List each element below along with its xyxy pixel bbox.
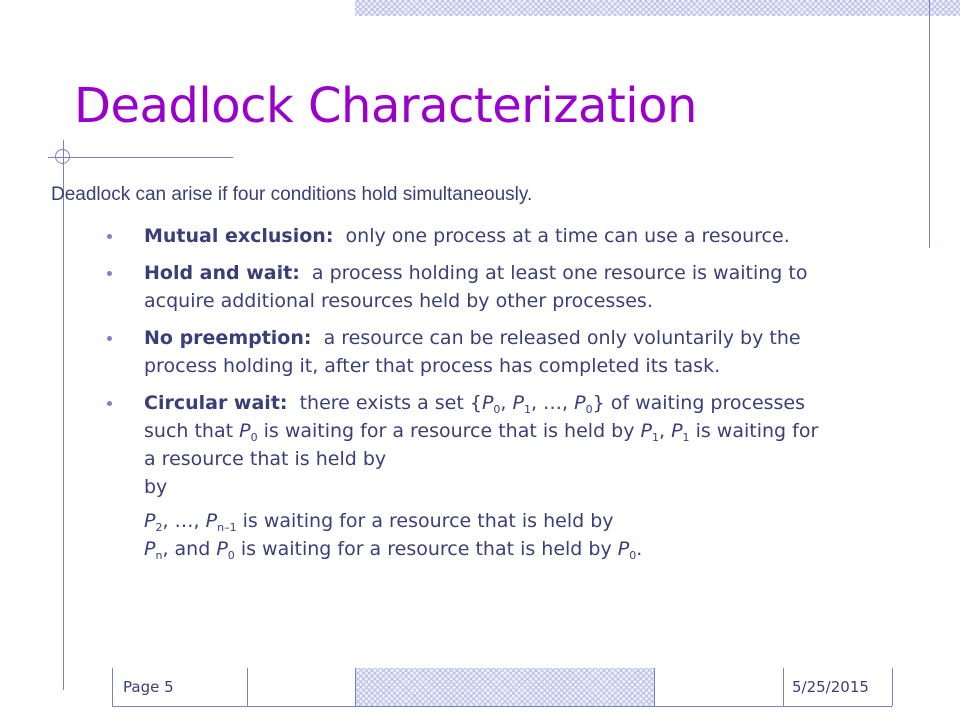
left-decor-line — [63, 140, 64, 690]
list-item-hold-and-wait — [102, 259, 822, 315]
text-segment: is waiting for a resource that is held by — [144, 420, 819, 470]
bullet-term: Mutual exclusion: — [144, 225, 334, 247]
math-subscript: n — [155, 549, 163, 562]
footer-date: 5/25/2015 — [792, 678, 869, 696]
footer-center-decor — [355, 668, 655, 706]
header-decor-band — [355, 0, 960, 16]
bullet-text: a resource can be released only voluntarily by the process holding it, after that process has completed its task. — [144, 327, 801, 377]
list-item-no-preemption — [102, 324, 822, 380]
math-subscript: 1 — [523, 403, 531, 416]
math-symbol: P — [671, 420, 683, 442]
text-segment: , and — [162, 538, 217, 560]
circular-wait-continuation — [144, 507, 822, 563]
math-symbol: P — [205, 510, 218, 532]
math-subscript: 0 — [227, 549, 235, 562]
text-segment: } of waiting processes such that — [144, 392, 806, 442]
math-symbol: P — [144, 538, 156, 560]
math-symbol: P — [239, 420, 251, 442]
math-subscript: 0 — [629, 549, 637, 562]
math-subscript: n–1 — [217, 521, 237, 534]
list-item-circular-wait — [102, 389, 822, 563]
math-subscript: 0 — [250, 431, 258, 444]
bullet-icon — [107, 234, 112, 239]
math-subscript: 2 — [155, 521, 163, 534]
math-subscript: 1 — [682, 431, 690, 444]
right-decor-line — [929, 0, 930, 248]
bullet-term: No preemption: — [144, 327, 312, 349]
footer-baseline — [112, 706, 892, 707]
math-symbol: P — [144, 510, 156, 532]
bullet-text: a process holding at least one resource is waiting to acquire additional resources held by other processes. — [144, 262, 808, 312]
math-symbol: P — [640, 420, 652, 442]
math-subscript: 0 — [493, 403, 501, 416]
bullet-icon — [107, 401, 112, 406]
math-subscript: 0 — [585, 403, 593, 416]
list-item-mutual-exclusion — [102, 222, 822, 250]
text-segment: is waiting for a resource that is held by — [234, 538, 618, 560]
text-segment: there exists a set { — [299, 392, 482, 414]
slide-footer — [0, 668, 960, 708]
title-underline — [48, 157, 233, 158]
text-segment: , — [658, 420, 672, 442]
text-segment: is waiting for a resource that is held by — [236, 510, 614, 532]
text-segment: is waiting for a resource that is held by — [257, 420, 641, 442]
bullet-text: only one process at a time can use a resource. — [345, 225, 790, 247]
math-symbol: P — [574, 392, 586, 414]
text-segment: , …, — [162, 510, 206, 532]
text-segment: by — [144, 476, 168, 498]
math-symbol: P — [512, 392, 524, 414]
bullet-icon — [107, 271, 112, 276]
math-symbol: P — [481, 392, 494, 414]
math-symbol: P — [216, 538, 228, 560]
bullet-term: Circular wait: — [144, 392, 288, 414]
intro-text: Deadlock can arise if four conditions hold simultaneously. — [51, 184, 533, 205]
math-subscript: 1 — [651, 431, 659, 444]
text-segment: . — [636, 538, 643, 560]
bullet-term: Hold and wait: — [144, 262, 300, 284]
slide-title: Deadlock Characterization — [74, 78, 697, 134]
bullet-icon — [107, 336, 112, 341]
corner-circle-decor — [55, 149, 70, 164]
page-number: Page 5 — [123, 678, 174, 696]
text-segment: , …, — [530, 392, 575, 414]
math-symbol: P — [617, 538, 630, 560]
text-segment: , — [500, 392, 513, 414]
condition-list — [102, 222, 822, 572]
